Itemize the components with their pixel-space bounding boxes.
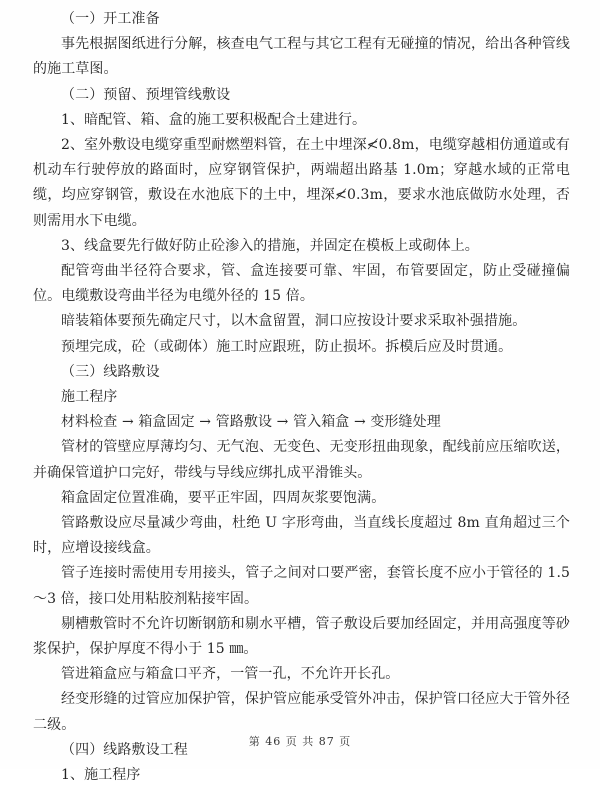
list-item: 1、施工程序 bbox=[61, 767, 141, 784]
paragraph: 管材的管壁应厚薄均匀、无气泡、无变色、无变形扭曲现象，配线前应压缩吹送，并确保管道护口完好，带线与导线应绑扎成平滑锥头。 bbox=[33, 439, 570, 481]
paragraph: 经变形缝的过管应加保护管，保护管应能承受管外冲击，保护管口径应大于管外径二级。 bbox=[33, 691, 570, 733]
paragraph: 事先根据图纸进行分解，核查电气工程与其它工程有无碰撞的情况，给出各种管线的施工草图。 bbox=[33, 36, 570, 78]
paragraph: 施工程序 bbox=[61, 389, 118, 406]
paragraph: 剔槽敷管时不允许切断钢筋和剔水平槽，管子敷设后要加经固定，并用高强度等砂浆保护，保护厚度不得小于 15 ㎜。 bbox=[33, 615, 570, 658]
paragraph: 预埋完成，砼（或砌体）施工时应跟班，防止损坏。拆模后应及时贯通。 bbox=[61, 338, 513, 355]
list-item: 2、室外敷设电缆穿重型耐燃塑料管，在土中埋深≮0.8m，电缆穿越相仿通道或有机动车行驶停放的路面时，应穿钢管保护，两端超出路基 1.0m；穿越水域的正常电缆，均应穿钢管，敷设在水池底下的土中，埋深≮0.3m，要求水池底做防水处理，否则需用水下电缆。 bbox=[33, 137, 570, 229]
document-body bbox=[33, 7, 570, 788]
list-item: 3、线盒要先行做好防止砼渗入的措施，并固定在模板上或砌体上。 bbox=[61, 237, 479, 254]
paragraph: 箱盒固定位置准确，要平正牢固，四周灰浆要饱满。 bbox=[61, 489, 386, 506]
paragraph: 管路敷设应尽量减少弯曲，杜绝 U 字形弯曲，当直线长度超过 8m 直角超过三个时，应增设接线盒。 bbox=[33, 515, 570, 557]
list-item: 1、暗配管、箱、盒的施工要积极配合土建进行。 bbox=[61, 111, 367, 128]
paragraph: 管进箱盒应与箱盒口平齐，一管一孔，不允许开长孔。 bbox=[61, 666, 400, 683]
section-heading: （一）开工准备 bbox=[61, 11, 160, 27]
paragraph: 暗装箱体要预先确定尺寸，以木盒留置，洞口应按设计要求采取补强措施。 bbox=[61, 313, 527, 330]
paragraph: 配管弯曲半径符合要求，管、盒连接要可靠、牢固，布管要固定，防止受碰撞偏位。电缆敷设弯曲半径为电缆外径的 15 倍。 bbox=[33, 263, 570, 305]
section-heading: （四）线路敷设工程 bbox=[61, 741, 188, 758]
page-number: 第 46 页 共 87 页 bbox=[248, 735, 352, 748]
paragraph: 管子连接时需使用专用接头，管子之间对口要严密，套管长度不应小于管径的 1.5～3 倍，接口处用粘胶剂粘接牢固。 bbox=[33, 565, 570, 607]
section-heading: （二）预留、预埋管线敷设 bbox=[61, 86, 231, 103]
process-flow: 材料检查 → 箱盒固定 → 管路敷设 → 管入箱盒 → 变形缝处理 bbox=[61, 414, 441, 431]
section-heading: （三）线路敷设 bbox=[61, 363, 160, 380]
